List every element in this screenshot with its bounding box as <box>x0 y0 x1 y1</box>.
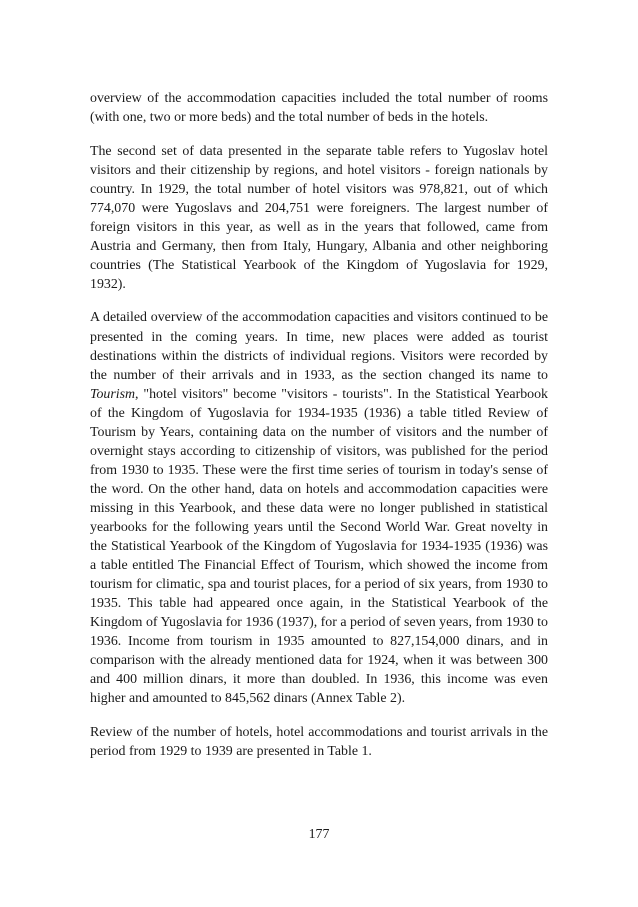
paragraph-text: The second set of data presented in the separate table refers to Yugoslav hotel visitors and their citizenship by regions, and hotel visitors - foreign nationals by country. In 1929, the total number of hotel visitors was 978,821, out of which 774,070 were Yugoslavs and 204,751 were foreigners. The largest number of foreign visitors in this year, as well as in the years that followed, came from Austria and Germany, then from Italy, Hungary, Albania and other neighboring countries (The Statistical Yearbook of the Kingdom of Yugoslavia for 1929, 1932). <box>90 143 548 292</box>
paragraph <box>90 723 548 761</box>
paragraph <box>90 308 548 708</box>
paragraph <box>90 89 548 127</box>
paragraph-text: Review of the number of hotels, hotel accommodations and tourist arrivals in the period from 1929 to 1939 are presented in Table 1. <box>90 724 548 759</box>
italic-term: Tourism <box>90 386 136 402</box>
page-body <box>90 89 548 776</box>
page-number: 177 <box>308 827 330 842</box>
paragraph-text: A detailed overview of the accommodation capacities and visitors continued to be presented in the coming years. In time, new places were added as tourist destinations within the districts of individual regions. Visitors were recorded by the number of their arrivals and in 1933, as the section changed its name to <box>90 310 548 383</box>
paragraph-text: , "hotel visitors" become "visitors - tourists". In the Statistical Yearbook of the Kingdom of Yugoslavia for 1934-1935 (1936) a table titled Review of Tourism by Years, containing data on the number of visitors and the number of overnight stays according to citizenship of visitors, was published for the period from 1930 to 1935. These were the first time series of tourism in today's sense of the word. On the other hand, data on hotels and accommodation capacities were missing in this Yearbook, and these data were no longer published in statistical yearbooks for the following years until the Second World War. Great novelty in the Statistical Yearbook of the Kingdom of Yugoslavia for 1934-1935 (1936) was a table entitled The Financial Effect of Tourism, which showed the income from tourism for climatic, spa and tourist places, for a period of six years, from 1930 to 1935. This table had appeared once again, in the Statistical Yearbook of the Kingdom of Yugoslavia for 1936 (1937), for a period of seven years, from 1930 to 1936. Income from tourism in 1935 amounted to 827,154,000 dinars, and in comparison with the already mentioned data for 1924, when it was between 300 and 400 million dinars, it more than doubled. In 1936, this income was even higher and amounted to 845,562 dinars (Annex Table 2). <box>90 386 548 707</box>
paragraph <box>90 142 548 294</box>
paragraph-text: overview of the accommodation capacities included the total number of rooms (with one, two or more beds) and the total number of beds in the hotels. <box>90 91 548 126</box>
